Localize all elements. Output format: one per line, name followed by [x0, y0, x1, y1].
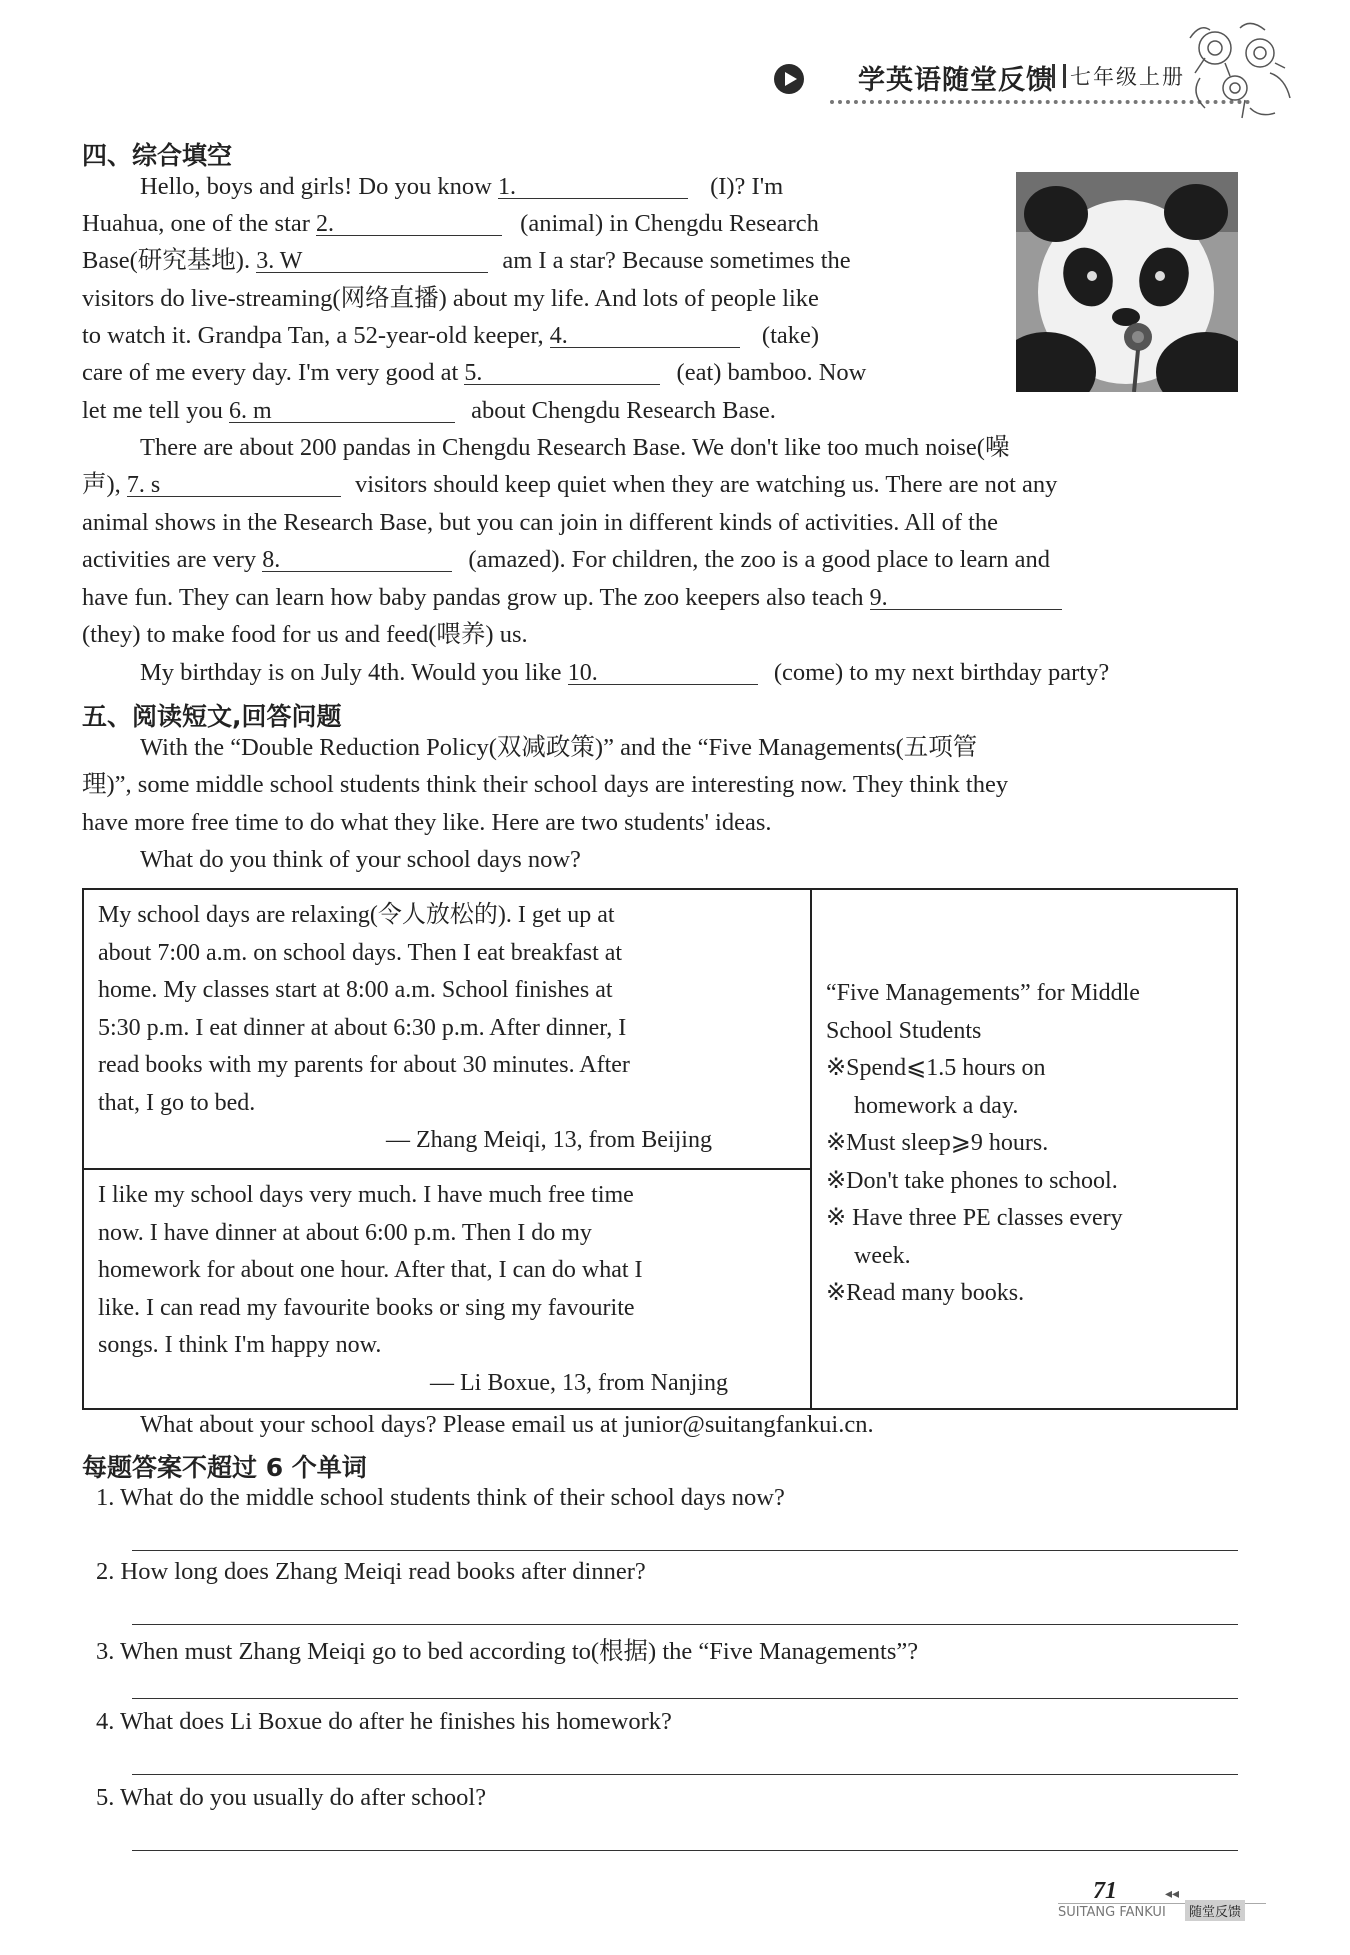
text-segment: about Chengdu Research Base. — [471, 397, 776, 424]
text-segment: (amazed). For children, the zoo is a good place to learn and — [468, 546, 1051, 573]
section-4-title: 四、综合填空 — [82, 141, 233, 170]
text-line — [82, 545, 1050, 575]
answer-blank-4[interactable] — [550, 321, 740, 348]
text-segment: visitors should keep quiet when they are watching us. There are not any — [355, 471, 1058, 498]
answer-blank-3[interactable] — [256, 246, 488, 273]
text-line — [82, 470, 1057, 500]
text-segment: Hello, boys and girls! Do you know — [140, 173, 492, 200]
question-2: 2. How long does Zhang Meiqi read books after dinner? — [96, 1558, 646, 1585]
text-segment: (I)? I'm — [710, 173, 784, 200]
zhang-text-line: read books with my parents for about 30 minutes. After — [98, 1052, 630, 1078]
intro-line: What do you think of your school days now? — [140, 846, 581, 873]
play-icon — [774, 64, 804, 94]
double-arrow-left-icon: ◂◂ — [1165, 1887, 1180, 1902]
text-line — [140, 658, 1109, 688]
panda-photo — [1016, 172, 1238, 392]
text-segment: activities are very — [82, 546, 257, 573]
rules-heading: “Five Managements” for Middle — [826, 980, 1140, 1006]
text-segment: have fun. They can learn how baby pandas grow up. The zoo keepers also teach — [82, 584, 864, 611]
text-segment: Huahua, one of the star — [82, 210, 310, 237]
answer-blank-8[interactable] — [262, 545, 452, 572]
li-text-line: I like my school days very much. I have much free time — [98, 1182, 634, 1208]
question-1: 1. What do the middle school students think of their school days now? — [96, 1484, 785, 1511]
answer-line-4[interactable] — [132, 1774, 1238, 1775]
text-line: (they) to make food for us and feed(喂养) us. — [82, 621, 528, 648]
blank-label: 3. W — [256, 248, 303, 274]
section-5-title: 五、阅读短文,回答问题 — [82, 702, 342, 731]
book-title: 学英语随堂反馈 — [858, 65, 1054, 96]
text-line — [82, 358, 866, 388]
rule-item: homework a day. — [854, 1093, 1019, 1119]
rule-item: ※Spend⩽1.5 hours on — [826, 1055, 1046, 1081]
answer-line-2[interactable] — [132, 1624, 1238, 1625]
zhang-text-line: home. My classes start at 8:00 a.m. School finishes at — [98, 977, 613, 1003]
zhang-text-line: My school days are relaxing(令人放松的). I get up at — [98, 902, 615, 928]
ideas-table — [82, 888, 1238, 1410]
text-segment: (eat) bamboo. Now — [676, 359, 867, 386]
answer-instruction: 每题答案不超过 6 个单词 — [82, 1453, 367, 1482]
rule-item: week. — [854, 1243, 911, 1269]
text-segment: am I a star? Because sometimes the — [502, 247, 851, 274]
text-line — [82, 396, 776, 426]
rule-item: ※Read many books. — [826, 1280, 1025, 1306]
text-segment: (take) — [761, 322, 820, 349]
text-segment: My birthday is on July 4th. Would you like — [140, 659, 562, 686]
answer-blank-6[interactable] — [229, 396, 455, 423]
text-segment: let me tell you — [82, 397, 223, 424]
blank-label: 1. — [497, 174, 516, 200]
page-number: 71 — [1093, 1878, 1117, 1904]
blank-label: 9. — [869, 585, 888, 611]
question-4: 4. What does Li Boxue do after he finishes his homework? — [96, 1708, 672, 1735]
text-line: visitors do live-streaming(网络直播) about my life. And lots of people like — [82, 285, 819, 312]
question-3: 3. When must Zhang Meiqi go to bed according to(根据) the “Five Managements”? — [96, 1638, 919, 1665]
text-segment: to watch it. Grandpa Tan, a 52-year-old keeper, — [82, 322, 544, 349]
li-signature: — Li Boxue, 13, from Nanjing — [430, 1370, 728, 1396]
text-segment: (come) to my next birthday party? — [773, 659, 1110, 686]
blank-label: 8. — [262, 547, 281, 573]
footer-brand-cn: 随堂反馈 — [1185, 1900, 1245, 1921]
answer-blank-10[interactable] — [568, 658, 758, 685]
blank-label: 7. s — [126, 472, 161, 498]
answer-blank-7[interactable] — [127, 470, 341, 497]
answer-line-5[interactable] — [132, 1850, 1238, 1851]
li-text-line: homework for about one hour. After that, I can do what I — [98, 1257, 643, 1283]
text-segment: (animal) in Chengdu Research — [520, 210, 819, 237]
text-line: There are about 200 pandas in Chengdu Research Base. We don't like too much noise(噪 — [140, 434, 1010, 461]
rule-item: ※Must sleep⩾9 hours. — [826, 1130, 1049, 1156]
blank-label: 5. — [464, 360, 483, 386]
text-line — [82, 321, 819, 351]
header-separator — [1052, 64, 1066, 88]
zhang-text-line: about 7:00 a.m. on school days. Then I eat breakfast at — [98, 940, 623, 966]
blank-label: 6. m — [228, 398, 272, 424]
grade-label: 七年级上册 — [1070, 65, 1185, 89]
rule-item: ※Don't take phones to school. — [826, 1168, 1118, 1194]
answer-blank-5[interactable] — [464, 358, 660, 385]
li-text-line: like. I can read my favourite books or sing my favourite — [98, 1295, 635, 1321]
text-segment: 声), — [82, 471, 121, 498]
answer-line-1[interactable] — [132, 1550, 1238, 1551]
blank-label: 2. — [316, 211, 335, 237]
blank-label: 4. — [549, 323, 568, 349]
intro-line: have more free time to do what they like. Here are two students' ideas. — [82, 809, 772, 836]
answer-blank-1[interactable] — [498, 172, 688, 199]
intro-line: With the “Double Reduction Policy(双减政策)” and the “Five Managements(五项管 — [140, 734, 978, 761]
flower-ornament-icon — [1180, 18, 1300, 128]
text-line — [140, 172, 783, 202]
intro-line: 理)”, some middle school students think their school days are interesting now. They think they — [82, 771, 1009, 798]
footer-brand: SUITANG FANKUI — [1058, 1905, 1166, 1920]
text-line — [82, 583, 1062, 613]
text-line — [82, 209, 819, 239]
table-divider — [84, 1168, 810, 1170]
answer-blank-2[interactable] — [316, 209, 502, 236]
li-text-line: now. I have dinner at about 6:00 p.m. Then I do my — [98, 1220, 592, 1246]
blank-label: 10. — [567, 660, 598, 686]
text-line: animal shows in the Research Base, but you can join in different kinds of activities. All of the — [82, 509, 999, 536]
zhang-signature: — Zhang Meiqi, 13, from Beijing — [386, 1127, 712, 1153]
table-divider — [810, 890, 812, 1408]
text-segment: Base(研究基地). — [82, 247, 251, 274]
question-5: 5. What do you usually do after school? — [96, 1784, 487, 1811]
text-line — [82, 246, 851, 276]
text-segment: care of me every day. I'm very good at — [82, 359, 459, 386]
li-text-line: songs. I think I'm happy now. — [98, 1332, 382, 1358]
answer-line-3[interactable] — [132, 1698, 1238, 1699]
answer-blank-9[interactable] — [870, 583, 1062, 610]
outro-line: What about your school days? Please email us at junior@suitangfankui.cn. — [140, 1411, 874, 1438]
zhang-text-line: 5:30 p.m. I eat dinner at about 6:30 p.m. After dinner, I — [98, 1015, 627, 1041]
rules-heading: School Students — [826, 1018, 982, 1044]
rule-item: ※ Have three PE classes every — [826, 1205, 1123, 1231]
zhang-text-line: that, I go to bed. — [98, 1090, 256, 1116]
